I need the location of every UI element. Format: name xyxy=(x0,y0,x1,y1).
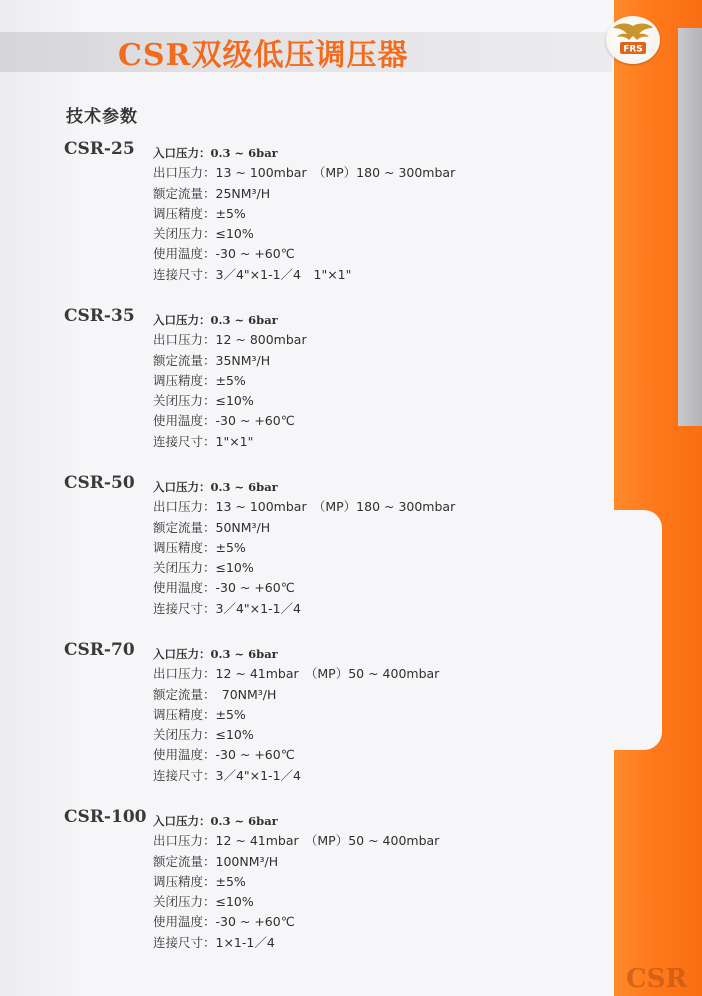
spec-row: 关闭压力：≤10% xyxy=(153,393,254,409)
spec-row: 连接尺寸：3／4"×1-1／4 1"×1" xyxy=(153,266,352,282)
spec-row: 入口压力：0.3 ~ 6bar xyxy=(153,146,278,160)
side-notch xyxy=(612,510,662,750)
eagle-logo-icon xyxy=(606,16,660,64)
spec-row: 连接尺寸：3／4"×1-1／4 xyxy=(153,600,301,616)
spec-row: 关闭压力：≤10% xyxy=(153,894,254,910)
spec-row: 入口压力：0.3 ~ 6bar xyxy=(153,480,278,494)
spec-row: 额定流量：25NM³/H xyxy=(153,185,271,201)
spec-row: 使用温度：-30 ~ +60℃ xyxy=(153,413,295,429)
spec-list xyxy=(153,811,439,953)
spec-row: 出口压力：12 ~ 41mbar （MP）50 ~ 400mbar xyxy=(153,666,440,682)
gray-side-tab xyxy=(678,28,702,426)
spec-list xyxy=(153,644,439,786)
spec-row: 关闭压力：≤10% xyxy=(153,226,254,242)
spec-row: 关闭压力：≤10% xyxy=(153,560,254,576)
spec-row: 调压精度：±5% xyxy=(153,873,246,889)
spec-row: 调压精度：±5% xyxy=(153,205,246,221)
spec-row: 额定流量： 70NM³/H xyxy=(153,686,277,702)
spec-row: 额定流量：35NM³/H xyxy=(153,352,271,368)
model-name: CSR-70 xyxy=(64,640,135,660)
spec-row: 使用温度：-30 ~ +60℃ xyxy=(153,914,295,930)
svg-text:FRS: FRS xyxy=(623,44,643,55)
spec-row: 关闭压力：≤10% xyxy=(153,727,254,743)
spec-list xyxy=(153,143,455,285)
spec-row: 入口压力：0.3 ~ 6bar xyxy=(153,814,278,828)
spec-list xyxy=(153,477,455,619)
spec-row: 使用温度：-30 ~ +60℃ xyxy=(153,580,295,596)
footer-mark: CSR xyxy=(626,964,688,994)
spec-row: 连接尺寸：3／4"×1-1／4 xyxy=(153,767,301,783)
spec-row: 出口压力：12 ~ 800mbar xyxy=(153,332,307,348)
spec-row: 入口压力：0.3 ~ 6bar xyxy=(153,313,278,327)
spec-row: 出口压力：13 ~ 100mbar （MP）180 ~ 300mbar xyxy=(153,499,456,515)
spec-row: 使用温度：-30 ~ +60℃ xyxy=(153,747,295,763)
spec-row: 连接尺寸：1×1-1／4 xyxy=(153,934,275,950)
spec-list xyxy=(153,310,307,452)
page-title: CSR双级低压调压器 xyxy=(118,38,409,73)
model-name: CSR-100 xyxy=(64,807,147,827)
spec-row: 调压精度：±5% xyxy=(153,706,246,722)
spec-row: 调压精度：±5% xyxy=(153,372,246,388)
spec-row: 出口压力：13 ~ 100mbar （MP）180 ~ 300mbar xyxy=(153,165,456,181)
spec-row: 额定流量：50NM³/H xyxy=(153,519,271,535)
model-name: CSR-50 xyxy=(64,473,135,493)
spec-row: 出口压力：12 ~ 41mbar （MP）50 ~ 400mbar xyxy=(153,833,440,849)
spec-row: 额定流量：100NM³/H xyxy=(153,853,279,869)
spec-row: 使用温度：-30 ~ +60℃ xyxy=(153,246,295,262)
spec-row: 入口压力：0.3 ~ 6bar xyxy=(153,647,278,661)
spec-row: 调压精度：±5% xyxy=(153,539,246,555)
section-title: 技术参数 xyxy=(66,107,138,127)
model-name: CSR-25 xyxy=(64,139,135,159)
spec-row: 连接尺寸：1"×1" xyxy=(153,433,254,449)
model-name: CSR-35 xyxy=(64,306,135,326)
